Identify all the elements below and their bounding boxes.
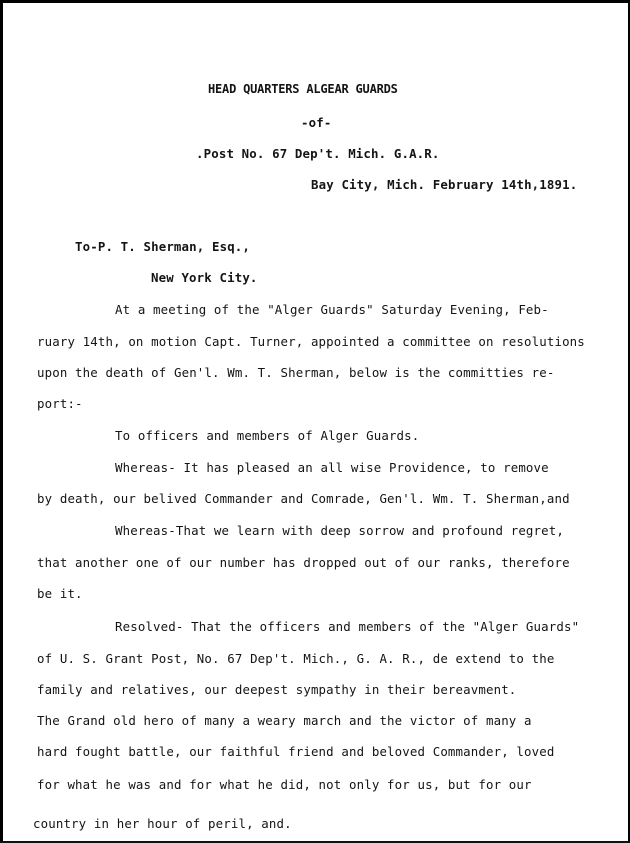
- resolved-line-4: The Grand old hero of many a weary march and the victor of many a: [37, 713, 532, 728]
- letterhead-post: .Post No. 67 Dep't. Mich. G.A.R.: [196, 146, 440, 161]
- resolved-line-5: hard fought battle, our faithful friend and beloved Commander, loved: [37, 744, 555, 759]
- whereas-2-line-1: Whereas-That we learn with deep sorrow and profound regret,: [115, 523, 564, 538]
- addressee-name: To-P. T. Sherman, Esq.,: [75, 239, 251, 254]
- resolved-line-2: of U. S. Grant Post, No. 67 Dep't. Mich., G. A. R., de extend to the: [37, 651, 555, 666]
- whereas-1-line-2: by death, our belived Commander and Comrade, Gen'l. Wm. T. Sherman,and: [37, 491, 570, 506]
- whereas-2-line-2: that another one of our number has dropped out of our ranks, therefore: [37, 555, 570, 570]
- letterhead-title: HEAD QUARTERS ALGEAR GUARDS: [208, 82, 398, 96]
- scan-border-top: [0, 0, 630, 3]
- intro-line-1: At a meeting of the "Alger Guards" Saturday Evening, Feb-: [115, 302, 549, 317]
- resolved-line-3: family and relatives, our deepest sympathy in their bereavment.: [37, 682, 517, 697]
- whereas-2-line-3: be it.: [37, 586, 83, 601]
- resolved-line-1: Resolved- That the officers and members of the "Alger Guards": [115, 619, 580, 634]
- place-date: Bay City, Mich. February 14th,1891.: [311, 177, 578, 192]
- letterhead-of: -of-: [301, 115, 332, 130]
- scan-border-left: [0, 0, 3, 843]
- addressee-city: New York City.: [151, 270, 258, 285]
- resolved-line-6: for what he was and for what he did, not only for us, but for our: [37, 777, 532, 792]
- intro-line-2: ruary 14th, on motion Capt. Turner, appointed a committee on resolutions: [37, 334, 585, 349]
- intro-line-4: port:-: [37, 396, 83, 411]
- intro-line-3: upon the death of Gen'l. Wm. T. Sherman, below is the committies re-: [37, 365, 555, 380]
- salutation: To officers and members of Alger Guards.: [115, 428, 420, 443]
- resolved-line-7: country in her hour of peril, and.: [33, 816, 292, 831]
- whereas-1-line-1: Whereas- It has pleased an all wise Providence, to remove: [115, 460, 549, 475]
